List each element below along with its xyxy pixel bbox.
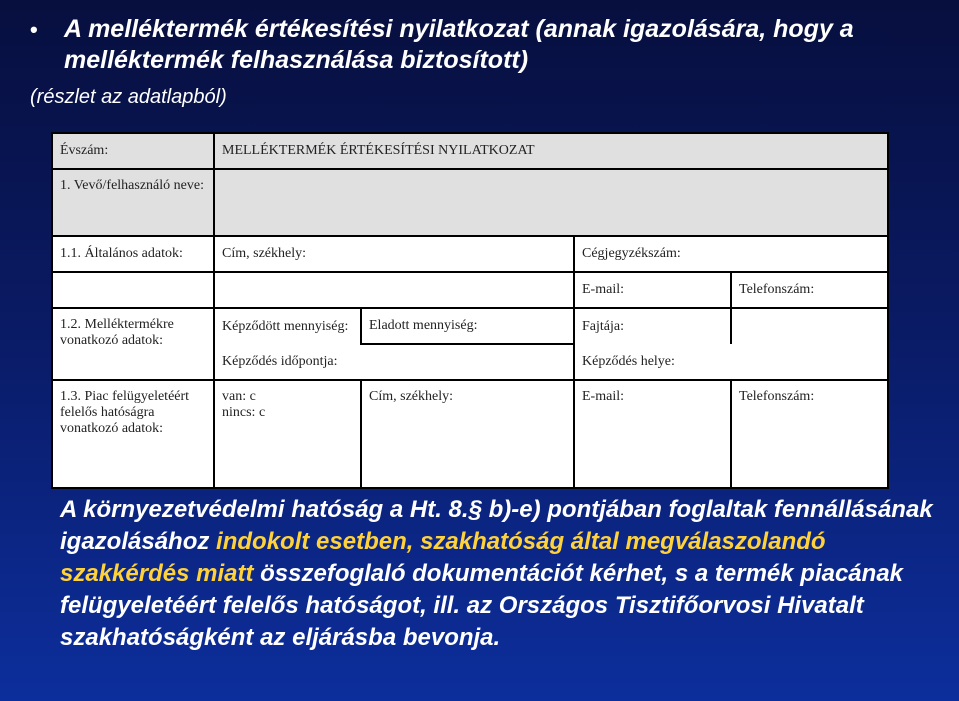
exists-cell bbox=[214, 380, 361, 488]
general-data-label: 1.1. Általános adatok: bbox=[60, 246, 183, 261]
sold-quantity-cell bbox=[361, 308, 574, 344]
email-label: E-mail: bbox=[582, 282, 624, 297]
blank-cell bbox=[52, 272, 214, 308]
blank-cell bbox=[214, 272, 574, 308]
body-text-part2: összefoglaló dokumentációt kérhet, s a termék piacának felügyeletéért felelős hatóságot, ill. az Országos Tisztifőorvosi Hivatalt szakhatóságként az eljárásba bevonja. bbox=[60, 560, 904, 651]
sold-quantity-label: Eladott mennyiség: bbox=[369, 318, 478, 333]
type-label: Fajtája: bbox=[582, 318, 624, 334]
bullet-icon: • bbox=[30, 17, 38, 42]
generated-quantity-cell bbox=[214, 308, 361, 344]
body-text-part1: A környezetvédelmi hatóság a Ht. 8.§ b)-e) pontjában foglaltak fennállásának igazolásához bbox=[60, 496, 933, 555]
byproduct-data-label-cell bbox=[52, 308, 214, 380]
generation-time-cell bbox=[214, 344, 574, 380]
slide-title bbox=[30, 14, 940, 76]
email-cell bbox=[574, 272, 731, 308]
type-cell bbox=[574, 308, 731, 344]
authority-address-cell bbox=[361, 380, 574, 488]
slide-title-text: A melléktermék értékesítési nyilatkozat (annak igazolására, hogy a melléktermék felhasználása biztosított) bbox=[64, 15, 854, 74]
body-paragraph bbox=[60, 494, 940, 654]
generated-quantity-label: Képződött mennyiség: bbox=[222, 318, 349, 334]
authority-phone-cell bbox=[731, 380, 888, 488]
buyer-label: 1. Vevő/felhasználó neve: bbox=[60, 178, 204, 193]
company-reg-label: Cégjegyzékszám: bbox=[582, 246, 681, 261]
form-heading: MELLÉKTERMÉK ÉRTÉKESÍTÉSI NYILATKOZAT bbox=[222, 143, 535, 158]
body-text-highlight: indokolt esetben, szakhatóság által megválaszolandó szakkérdés miatt bbox=[60, 528, 826, 587]
year-label: Évszám: bbox=[60, 143, 109, 158]
phone-cell bbox=[731, 272, 888, 308]
exists-option: van: c bbox=[222, 389, 256, 404]
year-label-cell bbox=[52, 133, 214, 169]
authority-address-label: Cím, székhely: bbox=[369, 389, 453, 404]
buyer-value-cell bbox=[214, 169, 888, 236]
address-cell bbox=[214, 236, 574, 272]
blank-cell bbox=[731, 308, 888, 344]
authority-phone-label: Telefonszám: bbox=[739, 389, 815, 404]
general-data-label-cell bbox=[52, 236, 214, 272]
authority-label-cell bbox=[52, 380, 214, 488]
company-reg-cell bbox=[574, 236, 888, 272]
authority-email-label: E-mail: bbox=[582, 389, 624, 404]
byproduct-data-label: 1.2. Melléktermékre vonatkozó adatok: bbox=[60, 317, 174, 348]
generation-place-label: Képződés helye: bbox=[582, 353, 675, 369]
generation-time-label: Képződés időpontja: bbox=[222, 354, 338, 369]
phone-label: Telefonszám: bbox=[739, 282, 815, 297]
generation-place-cell bbox=[574, 344, 888, 380]
buyer-label-cell bbox=[52, 169, 214, 236]
address-label: Cím, székhely: bbox=[222, 246, 306, 261]
slide-subtitle: (részlet az adatlapból) bbox=[30, 86, 227, 108]
form-heading-cell bbox=[214, 133, 888, 169]
not-exists-option: nincs: c bbox=[222, 405, 266, 420]
datasheet-form-table bbox=[51, 132, 889, 489]
authority-email-cell bbox=[574, 380, 731, 488]
authority-label: 1.3. Piac felügyeletéért felelős hatóságra vonatkozó adatok: bbox=[60, 389, 190, 436]
